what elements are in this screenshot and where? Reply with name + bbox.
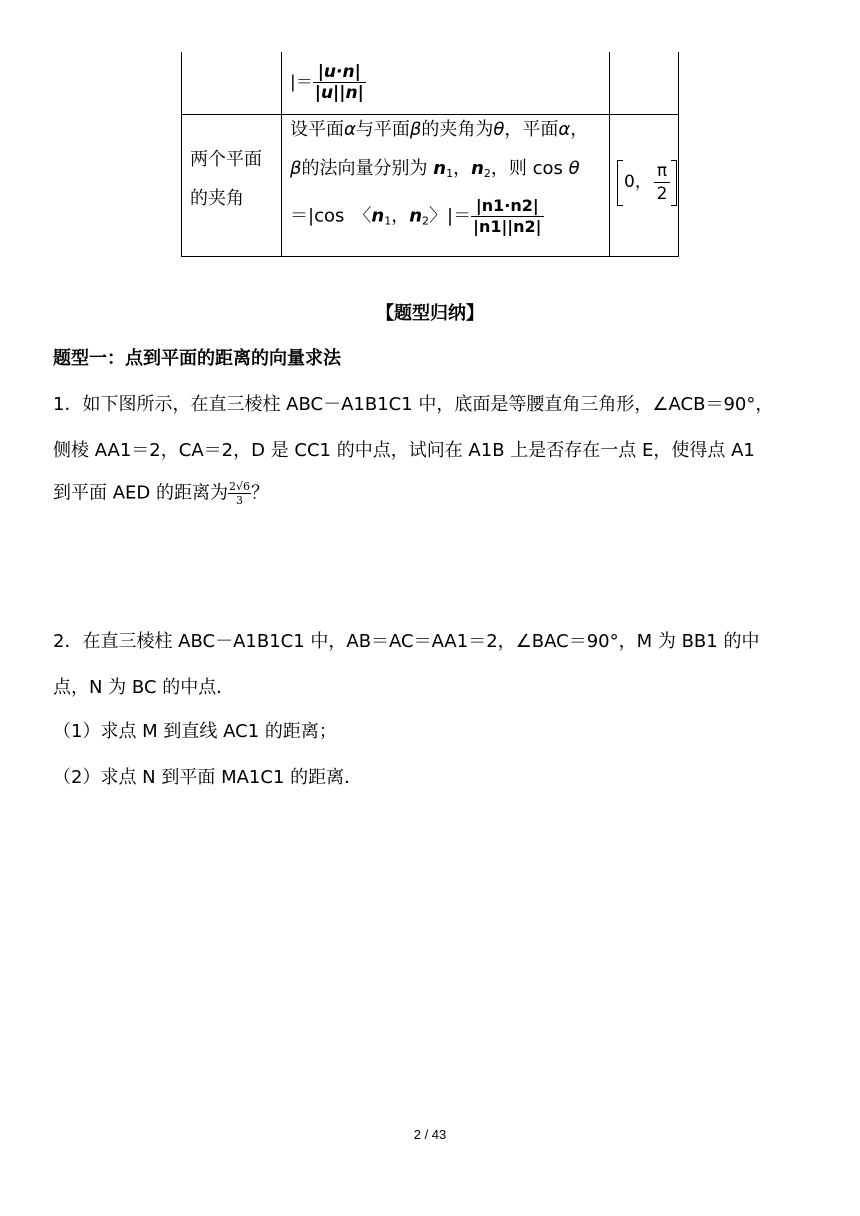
problem1-line3 bbox=[53, 480, 269, 507]
table-border-col1 bbox=[281, 52, 282, 257]
row1-lhs: |＝ bbox=[290, 72, 313, 93]
table-border-bottom bbox=[181, 256, 679, 257]
problem1-frac-num: 2√6 bbox=[229, 480, 251, 493]
problem1-question-mark: ？ bbox=[251, 482, 270, 504]
table-border-col2 bbox=[609, 52, 610, 257]
row1-formula bbox=[290, 62, 366, 103]
row2-name-line2: 的夹角 bbox=[190, 188, 244, 209]
range-left-bracket bbox=[617, 160, 623, 206]
row2-name-line1: 两个平面 bbox=[190, 149, 262, 170]
row2-frac-den: |n1||n2| bbox=[473, 217, 542, 236]
range-frac-den: 2 bbox=[656, 184, 668, 204]
table-border-right bbox=[678, 52, 679, 257]
section-title: 【题型归纳】 bbox=[376, 303, 484, 324]
row1-fraction bbox=[313, 62, 366, 103]
row2-frac-num: |n1·n2| bbox=[471, 196, 543, 217]
problem2-question2: （2）求点 N 到平面 MA1C1 的距离． bbox=[53, 767, 363, 788]
row2-line3: ＝|cos 〈$n_1$，$n_2$〉|＝ $\frac{|n1\cdot n2|}{|n1||n2|}$ bbox=[290, 196, 542, 236]
row2-line2: β的法向量分别为 $n_1$，$n_2$，则 cos θ bbox=[290, 158, 580, 180]
problem2-line2: 点，N 为 BC 的中点． bbox=[53, 677, 235, 698]
row1-frac-num: |u·n| bbox=[313, 62, 366, 83]
range-zero: 0， bbox=[624, 172, 652, 192]
problem1-frac-den: 3 bbox=[236, 494, 243, 507]
problem2-line1: 2．在直三棱柱 ABC－A1B1C1 中，AB＝AC＝AA1＝2，∠BAC＝90°，M 为 BB1 的中 bbox=[53, 631, 760, 652]
page-number: 2 / 43 bbox=[413, 1127, 447, 1142]
range-fraction bbox=[654, 160, 670, 205]
table-row-divider bbox=[181, 114, 679, 115]
problem1-line2: 侧棱 AA1＝2，CA＝2，D 是 CC1 的中点，试问在 A1B 上是否存在一点 E，使得点 A1 bbox=[53, 440, 755, 461]
problem2-question1: （1）求点 M 到直线 AC1 的距离； bbox=[53, 721, 337, 742]
row2-fraction bbox=[471, 196, 543, 237]
range-frac-num: π bbox=[654, 160, 670, 183]
problem1-line1: 1．如下图所示，在直三棱柱 ABC－A1B1C1 中，底面是等腰直角三角形，∠ACB＝90°， bbox=[53, 394, 774, 415]
range-right-bracket bbox=[671, 160, 677, 206]
table-border-left bbox=[181, 52, 182, 257]
row1-frac-den: |u||n| bbox=[314, 83, 364, 103]
row2-line1: 设平面α与平面β的夹角为θ，平面α， bbox=[290, 119, 589, 140]
problem1-line3-text: 到平面 AED 的距离为 bbox=[53, 482, 228, 504]
problem1-fraction bbox=[228, 480, 251, 507]
type1-heading: 题型一：点到平面的距离的向量求法 bbox=[53, 348, 341, 369]
